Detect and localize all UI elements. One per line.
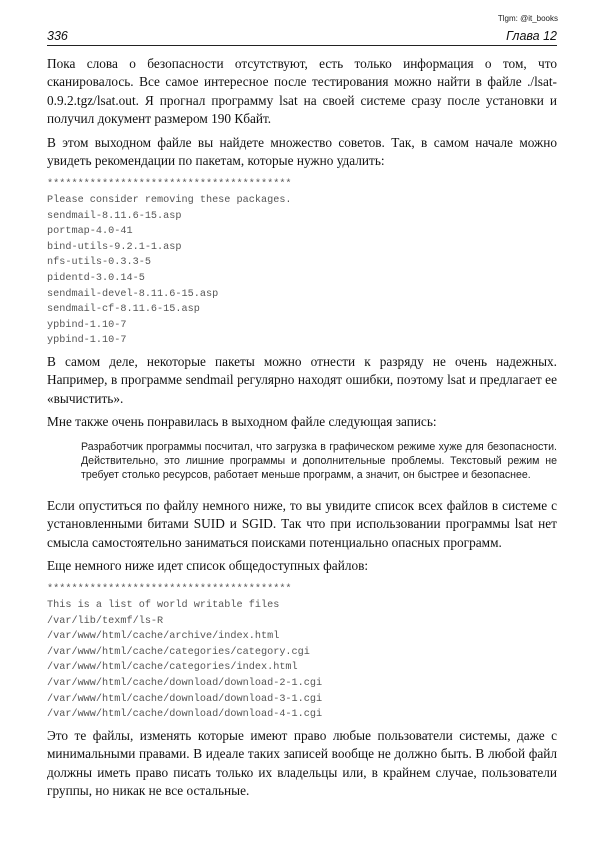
code-line: portmap-4.0-41: [47, 226, 133, 238]
code-line: /var/lib/texmf/ls-R: [47, 615, 164, 627]
code-block-packages: [47, 175, 557, 353]
code-line: ypbind-1.10-7: [47, 319, 127, 331]
paragraph-5: Если опуститься по файлу немного ниже, то вы увидите список всех файлов в системе с установленными битами SUID и SGID. Так что при использовании программы lsat нет смысла самостоятельно заниматься поисками потенциально опасных программ.: [47, 497, 557, 550]
paragraph-2: В этом выходном файле вы найдете множество советов. Так, в самом начале можно увидеть рекомендации по пакетам, которые нужно удалить:: [47, 134, 557, 169]
quote-text: Разработчик программы посчитал, что загрузка в графическом режиме хуже для безопасности. Действительно, это лишние программы и дополнительные проблемы. Текстовый режим не требует столько ресурсов, работает меньше программ, а значит, он быстрее и безопаснее.: [81, 440, 557, 482]
page-header: [47, 27, 557, 46]
code-line: ****************************************: [47, 179, 292, 191]
code-line: sendmail-8.11.6-15.asp: [47, 210, 182, 222]
paragraph-4: Мне также очень понравилась в выходном файле следующая запись:: [47, 414, 437, 430]
code-line: ****************************************: [47, 584, 292, 596]
code-line: This is a list of world writable files: [47, 600, 280, 612]
page-body: [47, 55, 557, 805]
code-line: nfs-utils-0.3.3-5: [47, 257, 151, 269]
code-line: sendmail-devel-8.11.6-15.asp: [47, 288, 219, 300]
code-block-world-writable: [47, 580, 557, 726]
code-line: bind-utils-9.2.1-1.asp: [47, 241, 182, 253]
code-line: /var/www/html/cache/categories/index.html: [47, 662, 298, 674]
code-line: pidentd-3.0.14-5: [47, 273, 145, 284]
chapter-title: Глава 12: [506, 29, 557, 43]
paragraph-6: Еще немного ниже идет список общедоступных файлов:: [47, 558, 369, 574]
quote-block: [47, 437, 557, 497]
code-line: ypbind-1.10-7: [47, 335, 127, 347]
paragraph-3: В самом деле, некоторые пакеты можно отнести к разряду не очень надежных. Например, в программе sendmail регулярно находят ошибки, поэтому lsat и предлагает ее «вычистить».: [47, 353, 557, 406]
code-line: /var/www/html/cache/categories/category.cgi: [47, 646, 310, 658]
paragraph-7: Это те файлы, изменять которые имеют право любые пользователи системы, даже с минимальными правами. В идеале таких записей вообще не должно быть. В любой файл должны иметь право писать только их владельцы или, в крайнем случае, пользователи группы, но никак не все остальные.: [47, 727, 557, 798]
code-line: /var/www/html/cache/archive/index.html: [47, 631, 280, 643]
paragraph-1: Пока слова о безопасности отсутствуют, есть только информация о том, что сканировалось. Все самое интересное после тестирования можно найти в файле ./lsat-0.9.2.tgz/lsat.out. Я прогнал программу lsat на своей системе сразу после установки и получил документ размером 190 Кбайт.: [47, 56, 557, 127]
telegram-watermark: Tlgm: @it_books: [497, 14, 558, 23]
code-line: sendmail-cf-8.11.6-15.asp: [47, 304, 200, 316]
code-line: /var/www/html/cache/download/download-3-1.cgi: [47, 693, 323, 705]
code-line: /var/www/html/cache/download/download-4-1.cgi: [47, 709, 323, 721]
code-line: Please consider removing these packages.: [47, 195, 292, 207]
code-line: /var/www/html/cache/download/download-2-1.cgi: [47, 678, 323, 689]
page-number: 336: [47, 29, 68, 43]
